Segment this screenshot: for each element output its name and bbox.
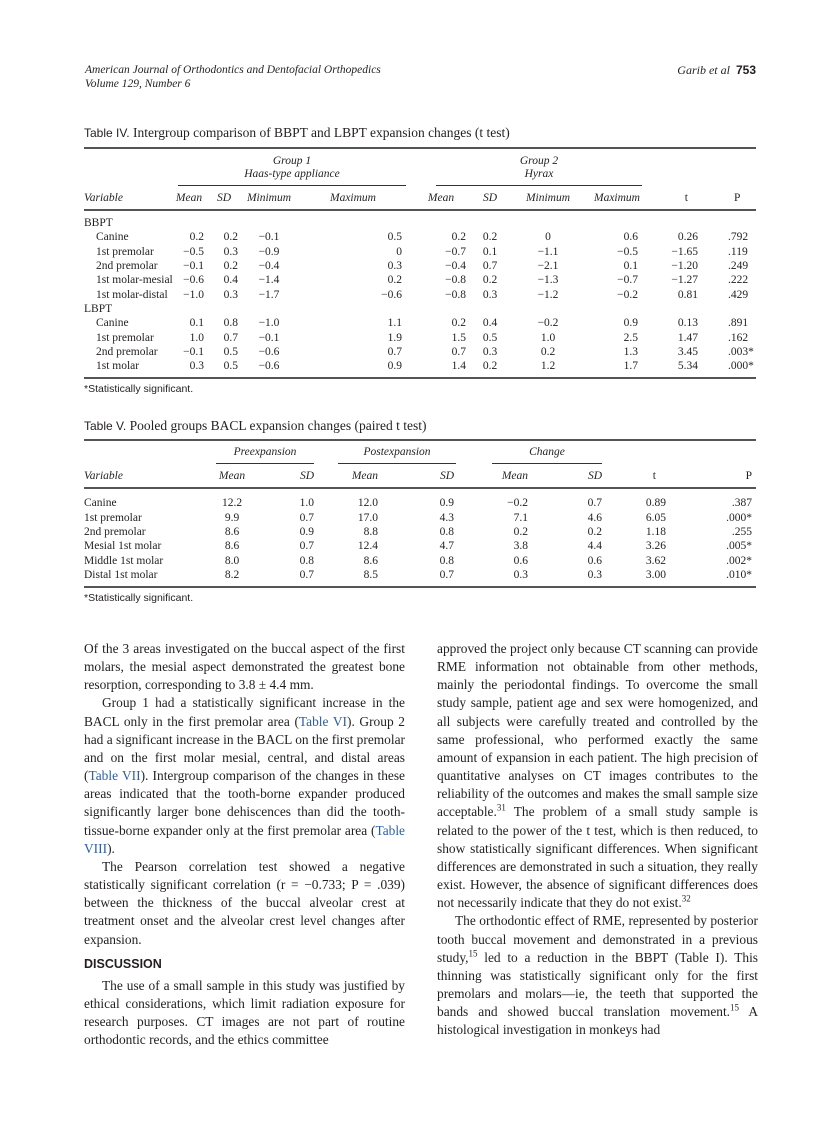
column-header: Minimum	[525, 191, 571, 204]
cell: −0.8	[445, 288, 466, 301]
cell: 0.7	[299, 511, 314, 524]
cell: −0.6	[258, 345, 280, 358]
cell: 0.7	[387, 345, 402, 358]
citation-32[interactable]: 32	[681, 893, 691, 904]
cell: 0.89	[645, 497, 666, 510]
cell: .222	[728, 274, 749, 287]
cell: −0.8	[445, 274, 466, 287]
table-row	[84, 287, 756, 301]
cell: 1.0	[540, 331, 556, 344]
cell: 4.4	[587, 540, 602, 553]
cell: 2.5	[623, 331, 638, 344]
column-header: P	[734, 191, 741, 204]
cell: −1.7	[258, 288, 280, 301]
column-header: SD	[439, 469, 454, 482]
cell: 0.13	[677, 317, 698, 330]
column-header: SD	[482, 191, 498, 204]
column-header: Maximum	[594, 191, 640, 204]
text-column-right	[437, 640, 758, 1039]
cell: .255	[731, 525, 752, 538]
cell: −0.2	[507, 497, 528, 510]
cell: 0.6	[587, 554, 602, 567]
column-header: SD	[587, 469, 602, 482]
cell: 0.6	[513, 554, 528, 567]
cell: .003*	[728, 345, 754, 358]
table5-footnote: *Statistically significant.	[84, 592, 194, 604]
cell: 12.0	[357, 497, 378, 510]
cell: −1.27	[671, 274, 698, 287]
cell: −0.2	[617, 288, 638, 301]
group1-subtitle: Haas-type appliance	[244, 168, 340, 180]
paragraph: The use of a small sample in this study was justified by ethical considerations, which limit radiation exposure for research purposes. CT images are not part of routine orthodontic records, and the ethics committee	[84, 977, 405, 1048]
cell: 6.05	[645, 511, 666, 524]
cell: −1.3	[537, 274, 559, 287]
cell: 0.3	[513, 569, 528, 582]
cell: 0.4	[482, 317, 498, 330]
cell: 12.4	[357, 540, 378, 553]
row-label: Distal 1st molar	[84, 569, 158, 582]
table4-title: Intergroup comparison of BBPT and LBPT expansion changes (t test)	[132, 125, 510, 140]
cell: 3.45	[677, 345, 698, 358]
group2-subtitle: Hyrax	[524, 168, 554, 180]
section-label: LBPT	[84, 302, 113, 315]
table-row	[84, 273, 756, 287]
row-label: 2nd premolar	[96, 260, 158, 273]
cell: 0.7	[451, 345, 466, 358]
cell: 8.8	[363, 525, 378, 538]
cell: 0.5	[223, 345, 238, 358]
cell: −1.4	[258, 274, 280, 287]
table-row	[84, 496, 756, 510]
table-row	[84, 259, 756, 273]
row-label: Mesial 1st molar	[84, 540, 162, 553]
column-header: P	[745, 469, 752, 482]
column-header: Mean	[501, 469, 528, 482]
journal-title: American Journal of Orthodontics and Dentofacial Orthopedics	[85, 64, 381, 76]
cell: 1.18	[645, 525, 666, 538]
cell: .000*	[726, 511, 752, 524]
cell: −0.4	[258, 260, 280, 273]
table4-footnote: *Statistically significant.	[84, 383, 194, 395]
column-header: Mean	[175, 191, 203, 204]
table-row	[84, 359, 756, 373]
cell: 0.9	[387, 360, 402, 373]
cell: 0.5	[223, 360, 238, 373]
cell: 0.7	[299, 540, 314, 553]
cell: 4.6	[587, 511, 602, 524]
cell: −0.1	[258, 331, 280, 344]
cell: 0.2	[482, 274, 498, 287]
cell: 0.3	[189, 360, 204, 373]
table7-link[interactable]: Table VII	[88, 768, 141, 784]
table6-link[interactable]: Table VI	[298, 713, 347, 729]
running-header-journal	[85, 63, 381, 91]
cell: 17.0	[357, 511, 378, 524]
cell: 0.2	[513, 525, 528, 538]
column-header: SD	[216, 191, 232, 204]
table-row	[84, 330, 756, 344]
cell: 0.5	[482, 331, 498, 344]
cell: −1.0	[183, 288, 204, 301]
cell: 0.2	[587, 525, 602, 538]
cell: 0.2	[482, 231, 498, 244]
column-header: Variable	[84, 191, 123, 204]
cell: 0.3	[387, 260, 402, 273]
cell: 0.1	[482, 245, 498, 258]
cell: 8.6	[224, 525, 240, 538]
cell: .005*	[726, 540, 752, 553]
paragraph: The Pearson correlation test showed a negative statistically significant correlation (r = −0.733; P = .039) between the thickness of the buccal alveolar crest at treatment onset and the alveolar crest level changes after expansion.	[84, 858, 405, 947]
cell: −1.20	[671, 260, 698, 273]
cell: 0.7	[439, 569, 454, 582]
table-row	[84, 510, 756, 524]
cell: 1.0	[299, 497, 314, 510]
cell: 0.6	[623, 231, 638, 244]
cell: 0.3	[223, 288, 238, 301]
cell: 3.00	[645, 569, 666, 582]
cell: .891	[728, 317, 749, 330]
cell: 0.2	[387, 274, 402, 287]
cell: 0.81	[677, 288, 698, 301]
table4-caption	[84, 125, 510, 141]
table4-label: Table IV.	[84, 126, 130, 140]
cell: −0.7	[617, 274, 638, 287]
cell: 1.4	[451, 360, 466, 373]
cell: −0.5	[183, 245, 204, 258]
cell: −0.6	[381, 288, 402, 301]
cell: −0.1	[183, 345, 204, 358]
cell: 1.0	[189, 331, 204, 344]
row-label: 2nd premolar	[84, 525, 146, 538]
cell: 3.26	[645, 540, 666, 553]
cell: 0.8	[223, 317, 238, 330]
cell: 0.2	[223, 231, 238, 244]
table5-caption	[84, 418, 426, 434]
table-row	[84, 230, 756, 244]
cell: −2.1	[537, 260, 559, 273]
column-header: Maximum	[330, 191, 376, 204]
cell: 0.7	[482, 260, 498, 273]
running-header-page	[677, 63, 756, 78]
cell: −1.1	[537, 245, 559, 258]
page-number: 753	[735, 63, 756, 77]
cell: 4.7	[439, 540, 454, 553]
cell: 0.9	[299, 525, 314, 538]
table-row	[84, 345, 756, 359]
cell: 0.2	[223, 260, 238, 273]
cell: 0.1	[189, 317, 204, 330]
preexpansion-header: Preexpansion	[216, 446, 314, 464]
cell: 3.62	[645, 554, 666, 567]
paragraph: approved the project only because CT scanning can provide RME information not obtainable from other methods, mainly the periodontal findings. To overcome the small study sample, patient age and sex were homogenized, and all subjects were carefully treated and controlled by the same professional, who performed exactly the same amount of expansion in each patient. The high precision of quantitative analyses on CT images contributes to the reliability of the outcomes and makes the small sample size acceptable.$^{31}$ The problem of a small study sample is related to the power of the t test, which is then reduced, to show statistically significant differences. When significant differences are demonstrated in such a situation, they really exist. However, the absence of significant differences does not necessarily indicate that they do not exist.$^{32}$	[437, 641, 758, 911]
cell: .792	[728, 231, 749, 244]
cell: 0.4	[223, 274, 238, 287]
cell: −0.5	[617, 245, 638, 258]
cell: −0.1	[183, 260, 204, 273]
cell: .162	[728, 331, 749, 344]
table-row	[84, 525, 756, 539]
cell: 1.2	[540, 360, 556, 373]
table-row	[84, 316, 756, 330]
table4	[84, 147, 756, 379]
cell: −0.9	[258, 245, 280, 258]
citation-15[interactable]: 15	[468, 948, 478, 959]
cell: 1.5	[451, 331, 466, 344]
cell: 0.2	[451, 231, 466, 244]
cell: 8.5	[363, 569, 378, 582]
cell: −0.1	[258, 231, 280, 244]
cell: 3.8	[513, 540, 528, 553]
cell: 0.3	[482, 288, 498, 301]
table-row	[84, 554, 756, 568]
cell: .010*	[726, 569, 752, 582]
cell: 8.0	[224, 554, 240, 567]
row-label: Canine	[96, 231, 129, 244]
cell: 9.9	[224, 511, 240, 524]
cell: .002*	[726, 554, 752, 567]
change-header: Change	[492, 446, 602, 464]
cell: −1.0	[258, 317, 280, 330]
cell: 0.26	[677, 231, 698, 244]
row-label: 1st premolar	[96, 245, 154, 258]
row-label: Middle 1st molar	[84, 554, 164, 567]
column-header: Mean	[218, 469, 246, 482]
cell: .119	[728, 245, 748, 258]
cell: 0.2	[482, 360, 498, 373]
text-column-left	[84, 640, 405, 1049]
row-label: 1st molar-distal	[96, 288, 168, 301]
cell: 0.7	[223, 331, 238, 344]
column-header: t	[684, 191, 688, 204]
cell: .429	[728, 288, 749, 301]
cell: .387	[731, 497, 752, 510]
table-row	[84, 568, 756, 582]
column-header: t	[652, 469, 656, 482]
authors: Garib et al	[677, 63, 730, 77]
table5	[84, 439, 756, 588]
cell: 0.7	[299, 569, 314, 582]
column-header: Mean	[351, 469, 378, 482]
cell: 4.3	[439, 511, 454, 524]
cell: −0.7	[445, 245, 466, 258]
table5-label: Table V.	[84, 419, 127, 433]
cell: 0.3	[223, 245, 238, 258]
paragraph: Group 1 had a statistically significant increase in the BACL only in the first premolar area (Table VI). Group 2 had a significant increase in the BACL on the first premolar and on the first molar mesial, central, and distal areas (Table VII). Intergroup comparison of the changes in these areas indicated that the tooth-borne expander produced significantly larger bone dehiscences than did the tooth-tissue-borne expander only at the first premolar area (Table VIII).	[84, 695, 406, 856]
cell: −0.6	[183, 274, 204, 287]
table5-title: Pooled groups BACL expansion changes (paired t test)	[129, 418, 427, 433]
cell: 0.2	[540, 345, 556, 358]
cell: 0.7	[587, 497, 602, 510]
row-label: 1st molar-mesial	[96, 274, 173, 287]
cell: 0.5	[387, 231, 402, 244]
cell: 0.9	[623, 317, 638, 330]
cell: 1.3	[623, 345, 638, 358]
cell: 12.2	[221, 497, 243, 510]
cell: 0.8	[439, 554, 454, 567]
row-label: Canine	[96, 317, 129, 330]
cell: 0.1	[623, 260, 638, 273]
cell: 0.3	[482, 345, 498, 358]
cell: .000*	[728, 360, 754, 373]
cell: −0.4	[445, 260, 466, 273]
section-label: BBPT	[84, 217, 113, 230]
column-header: SD	[299, 469, 314, 482]
cell: 0.2	[451, 317, 466, 330]
cell: 1.9	[387, 331, 402, 344]
cell: 0	[396, 245, 402, 258]
section-heading-discussion: DISCUSSION	[84, 956, 162, 971]
postexpansion-header: Postexpansion	[338, 446, 456, 464]
cell: 1.47	[677, 331, 698, 344]
journal-volume: Volume 129, Number 6	[85, 78, 191, 90]
table-row	[84, 539, 756, 553]
cell: 1.7	[623, 360, 638, 373]
cell: 8.2	[224, 569, 240, 582]
cell: −1.65	[671, 245, 698, 258]
cell: 0.3	[587, 569, 602, 582]
cell: 0	[545, 231, 551, 244]
citation-31[interactable]: 31	[496, 802, 506, 813]
column-header: Variable	[84, 469, 123, 482]
group2-title: Group 2	[519, 155, 559, 167]
row-label: 1st premolar	[84, 511, 142, 524]
cell: 8.6	[224, 540, 240, 553]
cell: 5.34	[677, 360, 698, 373]
citation-15[interactable]: 15	[730, 1002, 740, 1013]
paragraph: The orthodontic effect of RME, represented by posterior tooth buccal movement and demonstrated in a previous study,$^{15}$ led to a reduction in the BBPT (Table I). This thinning was statistically significant only for the first premolars and molars—ie, the teeth that supported the bands and showed buccal translation movement.$^{15}$ A histological investigation in monkeys had	[437, 913, 759, 1038]
table8-link[interactable]: Table VIII	[84, 822, 405, 856]
row-label: 1st molar	[96, 360, 140, 373]
row-label: 1st premolar	[96, 331, 154, 344]
group1-title: Group 1	[272, 155, 312, 167]
row-label: Canine	[84, 497, 117, 510]
cell: .249	[728, 260, 749, 273]
column-header: Minimum	[246, 191, 292, 204]
cell: 1.1	[387, 317, 402, 330]
cell: 0.8	[439, 525, 454, 538]
cell: −0.2	[537, 317, 559, 330]
row-label: 2nd premolar	[96, 345, 158, 358]
cell: 0.9	[439, 497, 454, 510]
table-row	[84, 245, 756, 259]
cell: −0.6	[258, 360, 280, 373]
cell: 7.1	[513, 511, 528, 524]
cell: 0.8	[299, 554, 314, 567]
cell: −1.2	[537, 288, 559, 301]
cell: 8.6	[363, 554, 378, 567]
cell: 0.2	[189, 231, 204, 244]
column-header: Mean	[427, 191, 455, 204]
paragraph: Of the 3 areas investigated on the buccal aspect of the first molars, the mesial aspect demonstrated the greatest bone resorption, corresponding to 3.8 ± 4.4 mm.	[84, 641, 405, 693]
